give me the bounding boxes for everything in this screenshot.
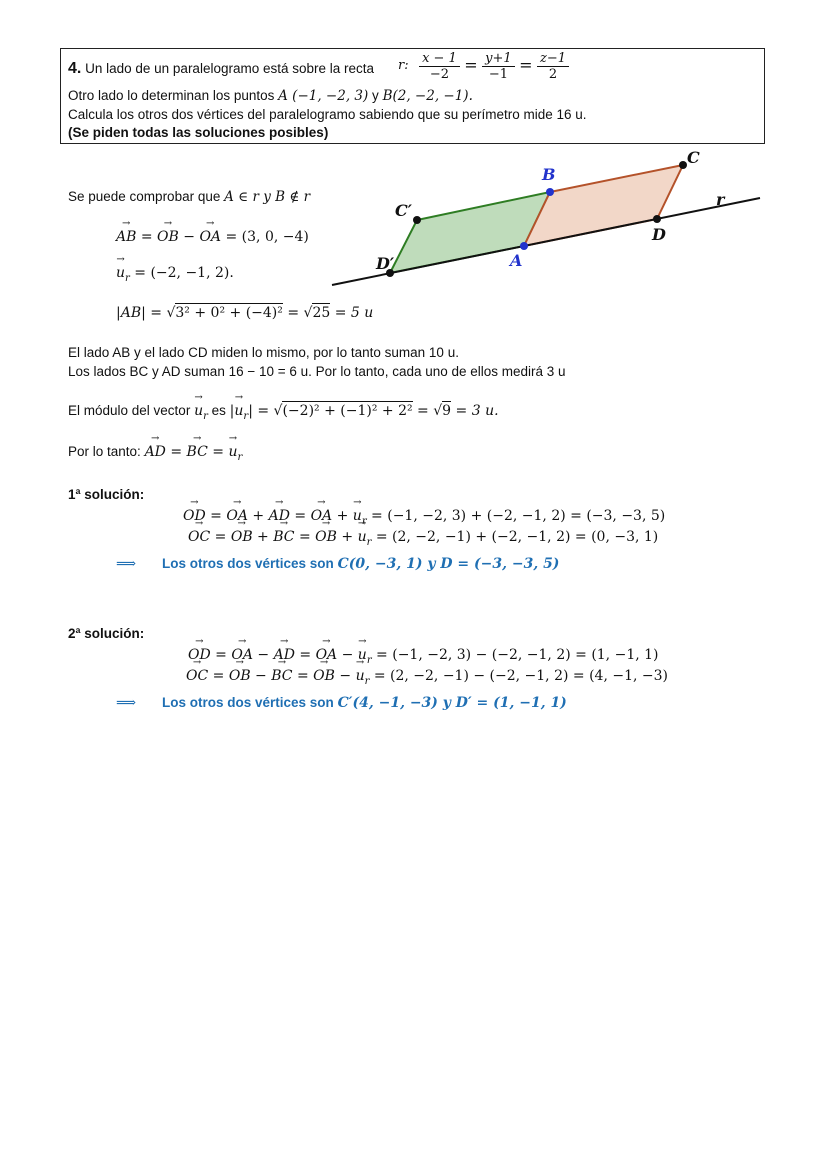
p3-radicand-2: 9 (442, 403, 452, 419)
paragraph-4: Por lo tanto: AD → = BC → = $u \to_r$ (68, 444, 242, 463)
check-math: A ∈ r y B ∉ r (224, 189, 311, 205)
vec-ab: AB → (116, 229, 136, 245)
p4-vec-ur-sub: r (237, 451, 243, 463)
p4-vec-ur: u → (228, 444, 237, 460)
p3-text: El módulo del vector (68, 403, 191, 418)
paragraph-2: Los lados BC y AD suman 16 − 10 = 6 u. Por lo tanto, cada uno de ellos medirá 3 u (68, 364, 566, 379)
problem-text-1: Un lado de un paralelogramo está sobre la recta (85, 61, 375, 76)
sol1-conclusion-text: Los otros dos vértices son (161, 556, 334, 571)
r-label: r: (398, 57, 409, 73)
point-b-coords: B(2, −2, −1). (382, 88, 473, 104)
check-text: Se puede comprobar que (68, 189, 221, 204)
sol1-od-value: = (−1, −2, 3) + (−2, −1, 2) = (−3, −3, 5) (366, 508, 666, 524)
frac-y (482, 51, 515, 82)
p3-vec-ur-abs: u → (234, 403, 243, 419)
modulus-ab-eq: |AB| = √3² + 0² + (−4)² = √25 = 5 u (116, 305, 374, 321)
problem-text-2: Otro lado lo determinan los puntos (68, 88, 275, 103)
p3-vec-ur: u → (194, 403, 203, 419)
p3-vec-ur-sub: r (203, 410, 208, 422)
sol2-oc-value: = (2, −2, −1) − (−2, −1, 2) = (4, −1, −3) (369, 668, 668, 684)
mod-ab-radicand-2: 25 (312, 305, 331, 321)
frac-z (537, 51, 569, 82)
point-a-coords: A (−1, −2, 3) (278, 88, 369, 104)
frac-x-den: −2 (429, 67, 450, 82)
sol1-eq-oc: OC → = OB → + BC → = OB → + $u \to_r = (2$, −2, −1) + (−2, −1, 2) = (0, −3, 1) (188, 529, 658, 548)
sol1-eq-od: OD → = OA → + AD → = OA → + $u \to_r = (-1$, −2, 3) + (−2, −1, 2) = (−3, −3, 5) (183, 508, 665, 527)
sol2-title: 2ª solución: (68, 626, 145, 641)
vector-ur-eq (116, 265, 234, 284)
paragraph-3: El módulo del vector $u \to_r$ es $|u \to_r| = √(-2)^2 + (-1)^2 + 2^2 = √9 = 3$ u. (68, 403, 499, 422)
mod-ab-radicand: 3² + 0² + (−4)² (175, 305, 283, 321)
green-parallelogram (390, 192, 550, 273)
p4-vec-ad: AD → (145, 444, 166, 460)
parallelogram-diagram (320, 148, 770, 298)
label-b: B (542, 165, 556, 184)
vec-ur-sub: r (125, 272, 130, 284)
sol2-eq-oc: OC → = OB → − BC → = OB → − $u \to_r = (2$, −2, −1) − (−2, −1, 2) = (4, −1, −3) (186, 668, 668, 687)
p4-vec-bc: BC → (187, 444, 208, 460)
eq-sign-2: = (519, 55, 533, 75)
vector-ur-value: = (−2, −1, 2). (134, 265, 234, 281)
sol2-eq-od: OD → = OA → − AD → = OA → − $u \to_r = (-1$, −2, 3) − (−2, −1, 2) = (1, −1, 1) (188, 647, 659, 666)
label-r: r (716, 190, 725, 209)
frac-x-num: x − 1 (419, 51, 460, 67)
label-c: C (687, 148, 700, 167)
sol1-arrow: ⟹ (116, 556, 137, 572)
frac-y-den: −1 (488, 67, 508, 82)
problem-line-3: Calcula los otros dos vértices del paralelogramo sabiendo que su perímetro mide 16 u. (68, 107, 587, 122)
point-c-prime (413, 216, 421, 224)
check-line (68, 189, 310, 205)
p4-text: Por lo tanto: (68, 444, 141, 459)
problem-text-y: y (372, 88, 379, 103)
problem-line-2 (68, 88, 473, 104)
vec-ur: u → (116, 265, 125, 281)
sol1-title: 1ª solución: (68, 487, 145, 502)
sol2-conclusion (116, 694, 567, 711)
eq-sign-1: = (464, 55, 478, 75)
frac-z-num: z−1 (537, 51, 569, 67)
paragraph-1: El lado AB y el lado CD miden lo mismo, por lo tanto suman 10 u. (68, 345, 459, 360)
label-a: A (510, 251, 523, 270)
frac-y-num: y+1 (482, 51, 515, 67)
frac-x (419, 51, 460, 82)
label-d-prime: D′ (376, 254, 395, 273)
point-c (679, 161, 687, 169)
label-d: D (652, 225, 666, 244)
vec-ob: OB → (157, 229, 179, 245)
sol1-conclusion-math: C(0, −3, 1) y D = (−3, −3, 5) (337, 556, 560, 572)
mod-ab-end: = 5 u (330, 305, 374, 321)
problem-line-4: (Se piden todas las soluciones posibles) (68, 125, 329, 140)
vec-oa: OA → (199, 229, 221, 245)
point-b (546, 188, 554, 196)
mod-ab-mid: = (282, 305, 304, 321)
frac-z-den: 2 (548, 67, 558, 82)
sol1-conclusion (116, 555, 559, 572)
line-equation (398, 51, 569, 91)
point-d (653, 215, 661, 223)
problem-number: 4. (68, 60, 82, 77)
label-c-prime: C′ (395, 201, 412, 220)
p3-vec-ur-abs-sub: r (243, 410, 249, 422)
p3-end: = 3 u. (451, 403, 499, 419)
sol2-conclusion-math: C′(4, −1, −3) y D′ = (1, −1, 1) (337, 695, 567, 711)
sol2-arrow: ⟹ (116, 695, 137, 711)
mod-ab-pre: |AB| = (116, 305, 167, 321)
p3-radicand: (−2)² + (−1)² + 2² (282, 403, 413, 419)
sol2-conclusion-text: Los otros dos vértices son (161, 695, 334, 710)
problem-line-1 (68, 60, 374, 78)
sol1-oc-value: = (2, −2, −1) + (−2, −1, 2) = (0, −3, 1) (371, 529, 659, 545)
point-a (520, 242, 528, 250)
vector-ab-eq: AB → = OB → − OA → = (3, 0, −4) (116, 229, 309, 245)
sol2-od-value: = (−1, −2, 3) − (−2, −1, 2) = (1, −1, 1) (371, 647, 659, 663)
vector-ab-value: = (3, 0, −4) (225, 229, 309, 245)
